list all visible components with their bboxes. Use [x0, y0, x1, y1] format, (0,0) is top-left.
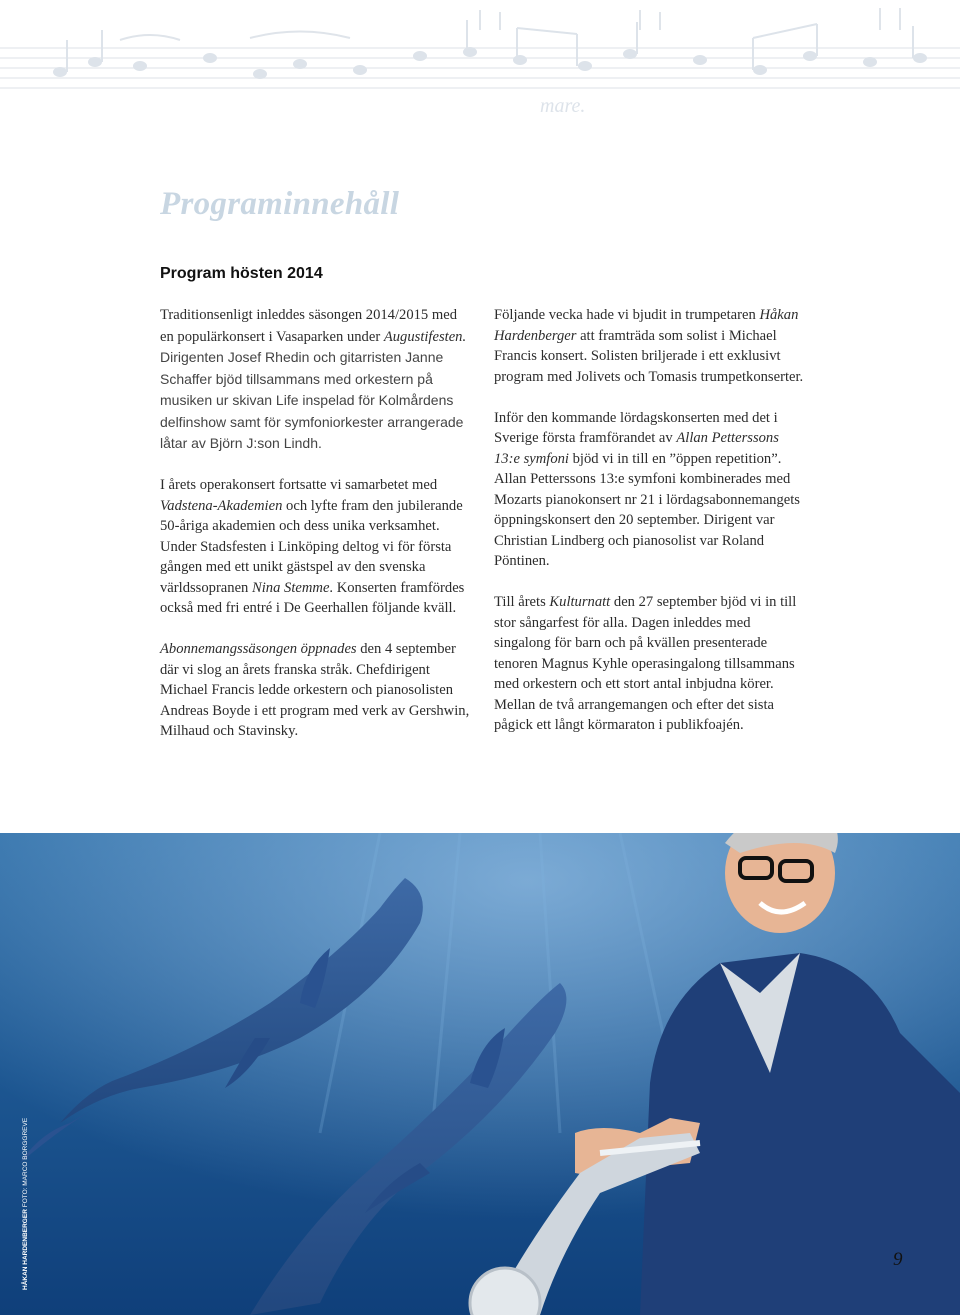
paragraph-hardenberger: Följande vecka hade vi bjudit in trumpetaren Håkan Hardenberger att framträda som solist i Michael Francis konsert. Solisten briljerade i ett exklusivt program med Jolivets och Tomasis trumpetkonserter. — [494, 307, 804, 385]
section-title: Programinnehåll — [160, 186, 400, 222]
music-score-decoration — [0, 0, 960, 150]
page-number: 9 — [893, 1249, 903, 1270]
dolphins-trumpeter-photo — [0, 833, 960, 1315]
paragraph-abonnemang: Abonnemangssäsongen öppnades den 4 september där vi slog an årets franska stråk. Chefdirigent Michael Francis ledde orkestern och pianosolisten Andreas Boyde i ett program med verk av Gershwin, Milhaud och Stavinsky. — [160, 641, 470, 739]
left-column — [160, 305, 472, 762]
paragraph-kulturnatt: Till årets Kulturnatt den 27 september bjöd vi in till stor sångarfest för alla. Dagen inleddes med singalong för barn och på kvällen presenterade tenoren Magnus Kyhle operasingalong tillsammans med orkestern och ett stort antal inbjudna körer. Mellan de två arrangemangen och efter det sista pågick ett långt körmaraton i publikfoajén. — [494, 594, 797, 733]
paragraph-operakonsert: I årets operakonsert fortsatte vi samarbetet med Vadstena-Akademien och lyfte fram den jubilerande 50-åriga akademien och dess unika verksamhet. Under Stadsfesten i Linköping deltog vi för första gången med ett unikt gästspel av den svenska världssopranen Nina Stemme. Konserten framfördes också med fri entré i De Geerhallen följande kväll. — [160, 477, 465, 616]
paragraph-augustifesten: Traditionsenligt inleddes säsongen 2014/2015 med en populärkonsert i Vasaparken under Augustifesten. Dirigenten Josef Rhedin och gitarristen Janne Schaffer bjöd tillsammans med orkestern på musiken ur skivan Life inspelad för Kolmårdens delfinshow samt för symfoniorkester arrangerade låtar av Björn J:son Lindh. — [160, 307, 467, 451]
right-column — [494, 305, 806, 756]
program-heading: Program hösten 2014 — [160, 265, 323, 282]
dynamic-mark: mare. — [540, 95, 586, 117]
paragraph-pettersson: Inför den kommande lördagskonserten med det i Sverige första framförandet av Allan Petterssons 13:e symfoni bjöd vi in till en ”öppen repetition”. Allan Petterssons 13:e symfoni kombinerades med Mozarts pianokonsert nr 21 i lördagsabonnemangets öppningskonsert den 20 september. Dirigent var Christian Lindberg och pianosolist var Roland Pöntinen. — [494, 409, 800, 569]
photo-credit: HÅKAN HARDENBERGER FOTO: MARCO BORGGREVE — [22, 1117, 29, 1290]
